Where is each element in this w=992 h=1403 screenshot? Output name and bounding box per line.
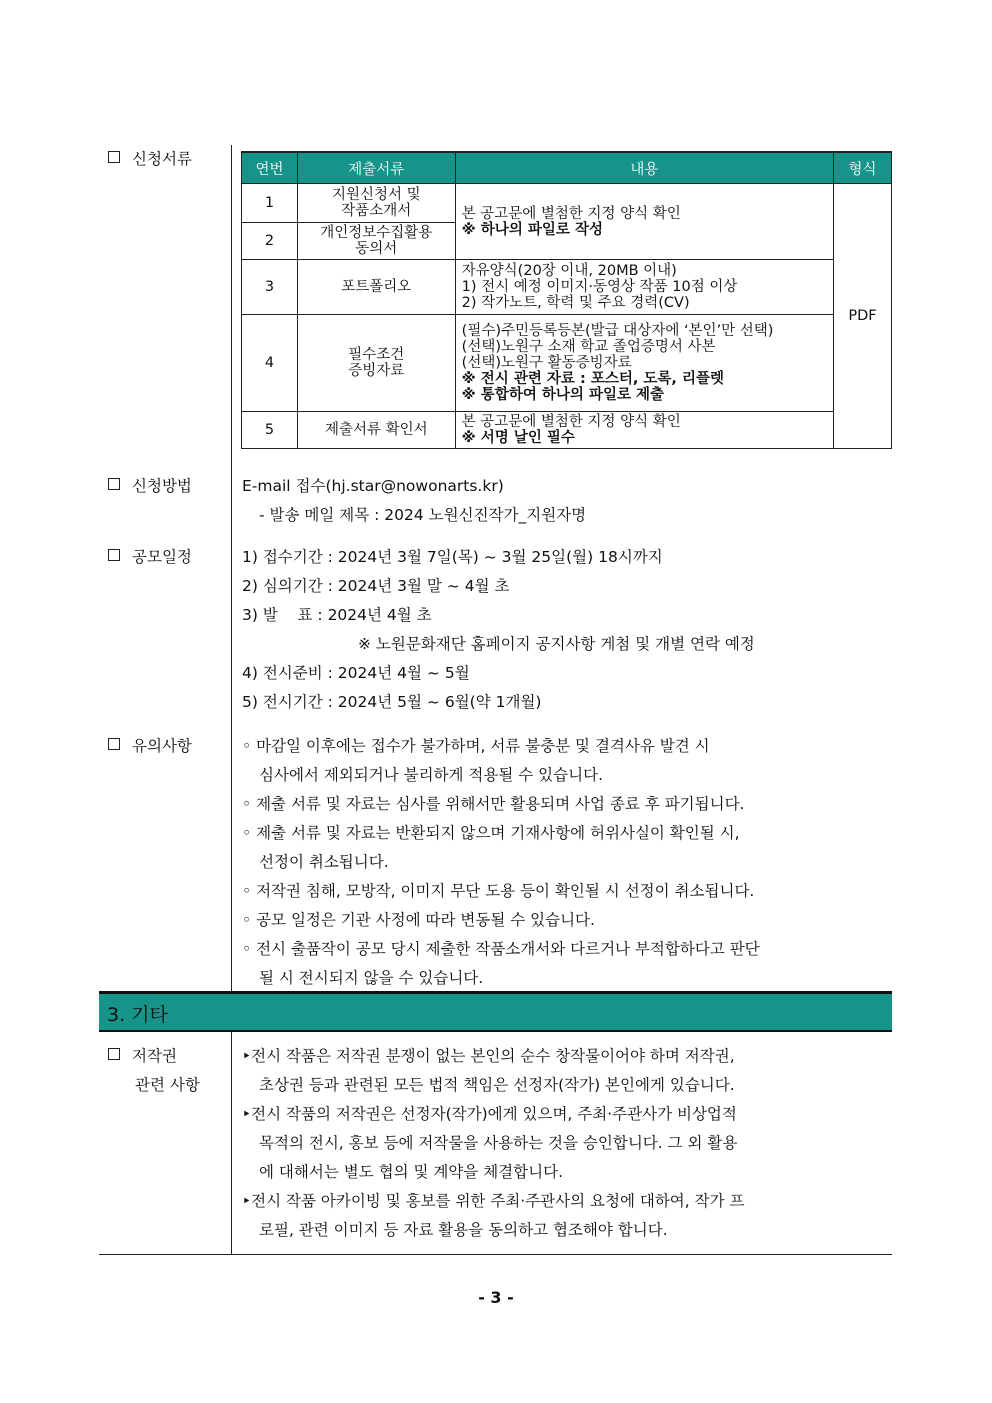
table-row [242,412,892,449]
checkbox-square-icon [108,1048,120,1060]
note-item-cont: 심사에서 제외되거나 불리하게 적용될 수 있습니다. [259,766,603,784]
section-3-title: 3. 기타 [107,1004,168,1026]
row-no: 3 [242,260,298,315]
row-doc: 제출서류 확인서 [297,412,455,449]
email-line: E-mail 접수(hj.star@nowonarts.kr) [242,477,504,495]
schedule-item: 3) 발 표 : 2024년 4월 초 [242,606,432,624]
copyright-item: ‣전시 작품의 저작권은 선정자(작가)에게 있으며, 주최·주관사가 비상업적 [242,1105,737,1123]
label-notes: 유의사항 [108,732,192,761]
row-doc: 포트폴리오 [297,260,455,315]
row-no: 2 [242,223,298,260]
label-application-method: 신청방법 [108,472,192,501]
row-doc: 개인정보수집활용 동의서 [297,223,455,260]
vertical-divider [231,145,232,1255]
copyright-item-cont: 로필, 관련 이미지 등 자료 활용을 동의하고 협조해야 합니다. [259,1221,668,1239]
schedule-content [242,543,882,717]
checkbox-square-icon [108,738,120,750]
note-item: ◦ 전시 출품작이 공모 당시 제출한 작품소개서와 다르거나 부적합하다고 판단 [242,940,760,958]
checkbox-square-icon [108,549,120,561]
copyright-item-cont: 에 대해서는 별도 협의 및 계약을 체결합니다. [259,1163,564,1181]
row-doc: 지원신청서 및 작품소개서 [297,184,455,223]
copyright-item-cont: 목적의 전시, 홍보 등에 저작물을 사용하는 것을 승인합니다. 그 외 활용 [259,1134,738,1152]
mail-subject-line: - 발송 메일 제목 : 2024 노원신진작가_지원자명 [259,506,587,524]
schedule-item: 2) 심의기간 : 2024년 3월 말 ~ 4월 초 [242,577,510,595]
label-copyright: 저작권 [108,1042,177,1071]
copyright-item: ‣전시 작품은 저작권 분쟁이 없는 본인의 순수 창작물이어야 하며 저작권, [242,1047,735,1065]
header-content: 내용 [455,152,833,184]
label-schedule: 공모일정 [108,543,192,572]
copyright-item: ‣전시 작품 아카이빙 및 홍보를 위한 주최·주관사의 요청에 대하여, 작가 프 [242,1192,745,1210]
header-no: 연번 [242,152,298,184]
application-method-content [242,472,882,530]
bottom-rule [99,1254,892,1255]
page-number: - 3 - [478,1288,514,1307]
table-header-row [242,152,892,184]
header-doc: 제출서류 [297,152,455,184]
schedule-note: ※ 노원문화재단 홈페이지 공지사항 게첨 및 개별 연락 예정 [358,635,755,653]
header-format: 형식 [834,152,892,184]
table-row [242,184,892,223]
label-application-docs: 신청서류 [108,145,192,174]
note-item: ◦ 저작권 침해, 모방작, 이미지 무단 도용 등이 확인될 시 선정이 취소됩니다. [242,882,755,900]
checkbox-square-icon [108,478,120,490]
note-item: ◦ 제출 서류 및 자료는 심사를 위해서만 활용되며 사업 종료 후 파기됩니다. [242,795,745,813]
label-copyright-line2: 관련 사항 [135,1076,200,1094]
copyright-content [242,1042,882,1245]
section-3-heading-bar [99,991,892,1032]
row-content: 본 공고문에 별첨한 지정 양식 확인 ※ 서명 날인 필수 [455,412,833,449]
note-item: ◦ 마감일 이후에는 접수가 불가하며, 서류 불충분 및 결격사유 발견 시 [242,737,710,755]
schedule-item: 1) 접수기간 : 2024년 3월 7일(목) ~ 3월 25일(월) 18시까지 [242,548,663,566]
row-doc: 필수조건 증빙자료 [297,315,455,412]
row-no: 5 [242,412,298,449]
note-item: ◦ 공모 일정은 기관 사정에 따라 변동될 수 있습니다. [242,911,595,929]
table-row [242,315,892,412]
row-content: (필수)주민등록등본(발급 대상자에 ‘본인’만 선택) (선택)노원구 소재 학교 졸업증명서 사본 (선택)노원구 활동증빙자료 ※ 전시 관련 자료 : 포스터, 도록, 리플렛 ※ 통합하여 하나의 파일로 제출 [455,315,833,412]
schedule-item: 4) 전시준비 : 2024년 4월 ~ 5월 [242,664,470,682]
format-cell: PDF [834,184,892,449]
table-row [242,260,892,315]
notes-content [242,732,882,993]
checkbox-square-icon [108,151,120,163]
row-no: 4 [242,315,298,412]
note-item-cont: 선정이 취소됩니다. [259,853,389,871]
note-item: ◦ 제출 서류 및 자료는 반환되지 않으며 기재사항에 허위사실이 확인될 시, [242,824,740,842]
schedule-item: 5) 전시기간 : 2024년 5월 ~ 6월(약 1개월) [242,693,542,711]
row-content: 자유양식(20장 이내, 20MB 이내) 1) 전시 예정 이미지·동영상 작품 10점 이상 2) 작가노트, 학력 및 주요 경력(CV) [455,260,833,315]
copyright-item-cont: 초상권 등과 관련된 모든 법적 책임은 선정자(작가) 본인에게 있습니다. [259,1076,735,1094]
note-item-cont: 될 시 전시되지 않을 수 있습니다. [259,969,484,987]
row-no: 1 [242,184,298,223]
documents-table [241,151,892,449]
row-content: 본 공고문에 별첨한 지정 양식 확인 ※ 하나의 파일로 작성 [455,184,833,260]
